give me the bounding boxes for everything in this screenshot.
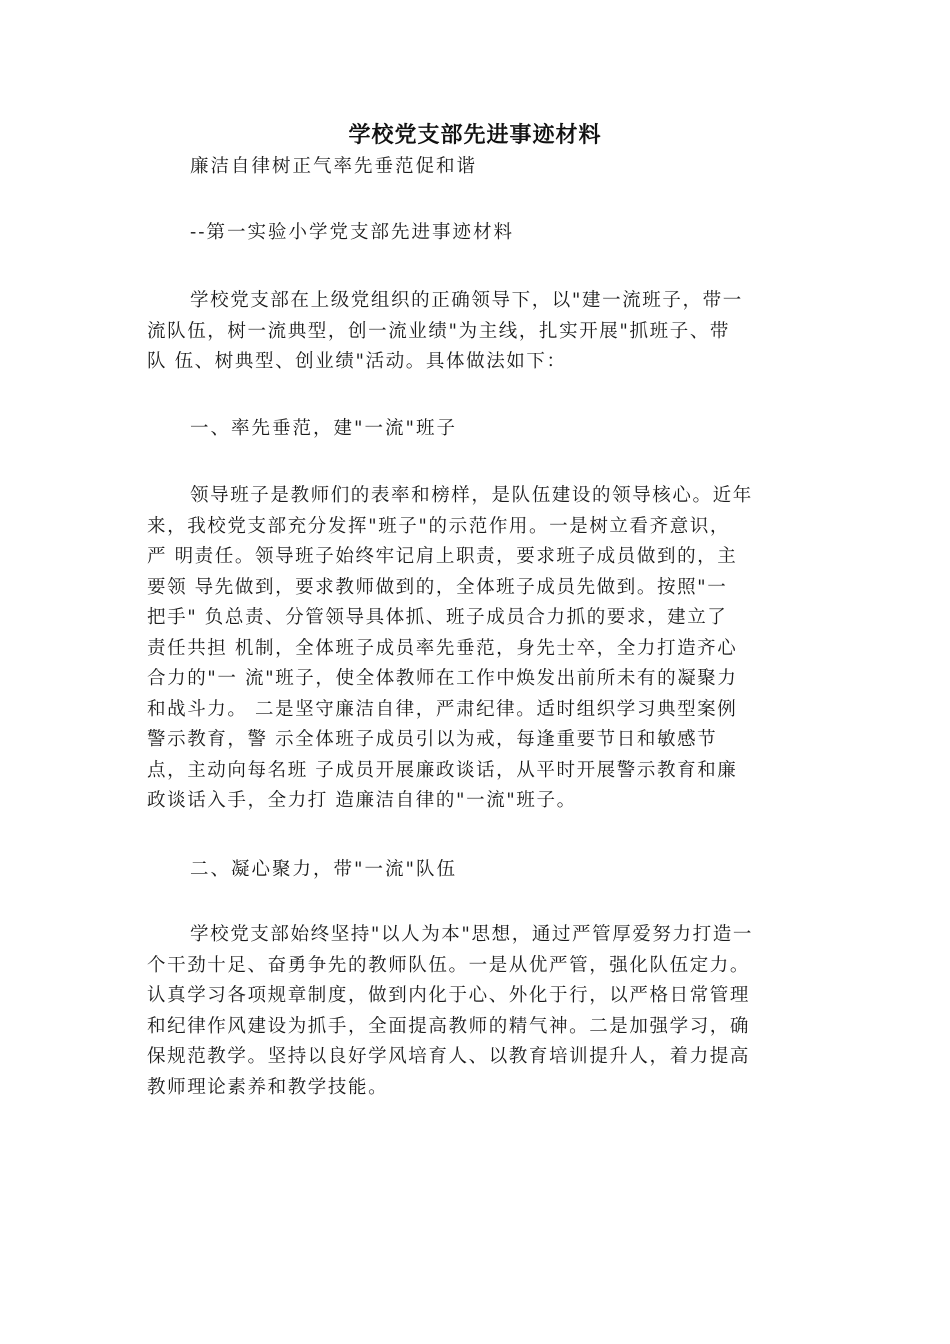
section1-heading: 一、率先垂范，建"一流"班子	[190, 418, 458, 439]
intro-line: 队 伍、树典型、创业绩"活动。具体做法如下：	[147, 351, 567, 372]
document-subtitle: 廉洁自律树正气率先垂范促和谐	[190, 156, 478, 177]
section1-line: 来，我校党支部充分发挥"班子"的示范作用。一是树立看齐意识，	[147, 515, 731, 537]
section2-heading: 二、凝心聚力，带"一流"队伍	[190, 859, 458, 880]
document-title: 学校党支部先进事迹材料	[348, 123, 602, 148]
intro-paragraph	[147, 286, 813, 378]
section2-line: 学校党支部始终坚持"以人为本"思想，通过严管厚爱努力打造一	[190, 924, 753, 945]
section1-line: 要领 导先做到，要求教师做到的，全体班子成员先做到。按照"一	[147, 576, 728, 598]
section1-line: 和战斗力。 二是坚守廉洁自律，严肃纪律。适时组织学习典型案例	[147, 698, 738, 720]
section2-line: 个干劲十足、奋勇争先的教师队伍。一是从优严管，强化队伍定力。	[147, 954, 751, 976]
section1-paragraph	[147, 481, 813, 817]
intro-line: 流队伍，树一流典型，创一流业绩"为主线，扎实开展"抓班子、带	[147, 320, 731, 342]
section1-line: 领导班子是教师们的表率和榜样，是队伍建设的领导核心。近年	[190, 485, 753, 506]
section2-line: 认真学习各项规章制度，做到内化于心、外化于行，以严格日常管理	[147, 985, 751, 1006]
intro-line: 学校党支部在上级党组织的正确领导下，以"建一流班子，带一	[190, 290, 743, 311]
section1-line: 严 明责任。领导班子始终牢记肩上职责，要求班子成员做到的，主	[147, 546, 738, 567]
section1-line: 把手" 负总责、分管领导具体抓、班子成员合力抓的要求，建立了	[147, 607, 728, 628]
section1-line: 责任共担 机制，全体班子成员率先垂范，身先士卒，全力打造齐心	[147, 637, 738, 659]
document-subheading: --第一实验小学党支部先进事迹材料	[190, 222, 515, 243]
section1-line: 合力的"一 流"班子，使全体教师在工作中焕发出前所未有的凝聚力	[147, 668, 738, 689]
section1-line: 警示教育，警 示全体班子成员引以为戒，每逢重要节日和敏感节	[147, 729, 718, 750]
section1-line: 政谈话入手，全力打 造廉洁自律的"一流"班子。	[147, 790, 577, 811]
section2-paragraph	[147, 920, 813, 1103]
section2-line: 保规范教学。坚持以良好学风培育人、以教育培训提升人，着力提高	[147, 1046, 751, 1067]
section1-line: 点，主动向每名班 子成员开展廉政谈话，从平时开展警示教育和廉	[147, 759, 738, 781]
section2-line: 教师理论素养和教学技能。	[147, 1076, 389, 1098]
section2-line: 和纪律作风建设为抓手，全面提高教师的精气神。二是加强学习，确	[147, 1015, 751, 1037]
